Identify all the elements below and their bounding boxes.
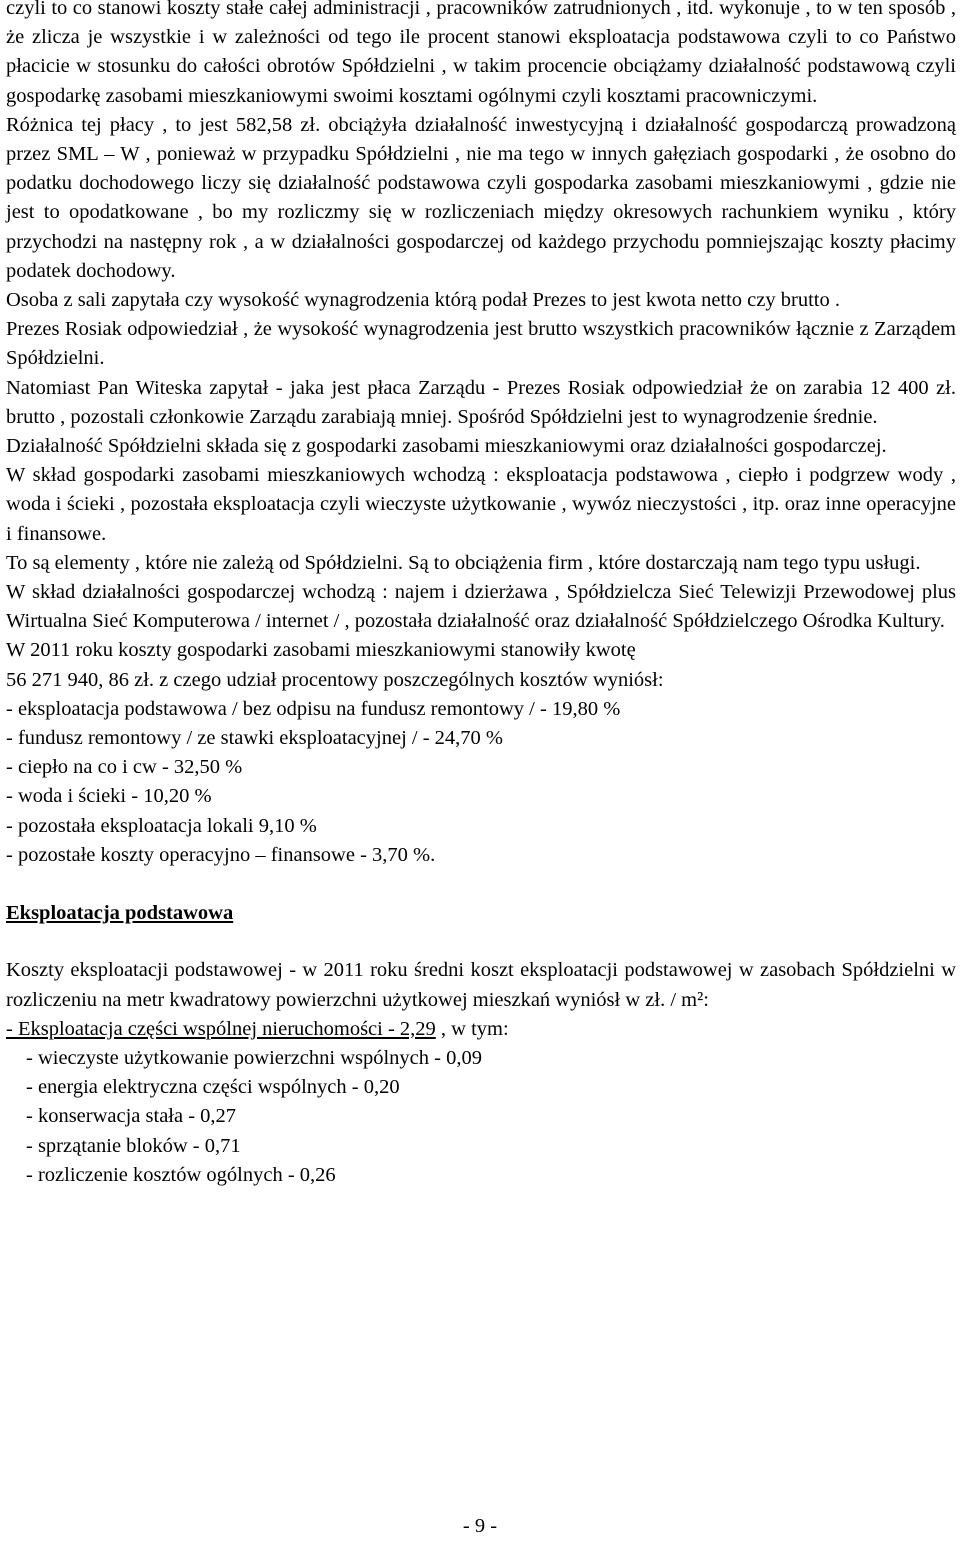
common-part-total: - Eksploatacja części wspólnej nieruchomości - 2,29 xyxy=(6,1017,436,1040)
list-item: - pozostała eksploatacja lokali 9,10 % xyxy=(6,814,317,837)
common-part-items xyxy=(6,1044,956,1190)
page-number: - 9 - xyxy=(462,1515,498,1537)
list-item: - fundusz remontowy / ze stawki eksploatacyjnej / - 24,70 % xyxy=(6,727,503,750)
list-item: - pozostałe koszty operacyjno – finansowe - 3,70 %. xyxy=(6,843,436,866)
paragraph: Różnica tej płacy , to jest 582,58 zł. obciążyła działalność inwestycyjną i działalność gospodarczą prowadzoną przez SML – W , ponieważ w przypadku Spółdzielni , nie ma tego w innych gałęziach gospodarki , że osobno do podatku dochodowego liczy się działalność podstawowa czyli gospodarka zasobami mieszkaniowymi , gdzie nie jest to opodatkowane , bo my rozliczmy się w rozliczeniach między okresowych rachunkiem wyniku , który przychodzi na następny rok , a w działalności gospodarczej od każdego przychodu pomniejszając koszty płacimy podatek dochodowy. xyxy=(6,113,956,282)
list-item: - energia elektryczna części wspólnych - 0,20 xyxy=(26,1076,400,1099)
paragraph: Prezes Rosiak odpowiedział , że wysokość wynagrodzenia jest brutto wszystkich pracowników łącznie z Zarządem Spółdzielni. xyxy=(6,318,956,370)
paragraph: 56 271 940, 86 zł. z czego udział procentowy poszczególnych kosztów wyniósł: xyxy=(6,668,664,691)
paragraph: To są elementy , które nie zależą od Spółdzielni. Są to obciążenia firm , które dostarczają nam tego typu usługi. xyxy=(6,551,921,574)
section-heading: Eksploatacja podstawowa xyxy=(6,902,234,925)
document-body xyxy=(6,0,956,1190)
list-item: - woda i ścieki - 10,20 % xyxy=(6,785,212,808)
paragraph: W 2011 roku koszty gospodarki zasobami mieszkaniowymi stanowiły kwotę xyxy=(6,639,636,662)
paragraph: Osoba z sali zapytała czy wysokość wynagrodzenia którą podał Prezes to jest kwota netto czy brutto . xyxy=(6,289,840,312)
common-part-line xyxy=(6,1015,956,1044)
paragraph: czyli to co stanowi koszty stałe całej administracji , pracowników zatrudnionych , itd. wykonuje , to w ten sposób , że zlicza je wszystkie i w zależności od tego ile procent stanowi eksploatacja podstawowa czyli to co Państwo płacicie w stosunku do całości obrotów Spółdzielni , w takim procencie obciążamy działalność podstawową czyli gospodarkę zasobami mieszkaniowymi swoimi kosztami ogólnymi czyli kosztami pracowniczymi. xyxy=(6,0,956,107)
list-item: - eksploatacja podstawowa / bez odpisu na fundusz remontowy / - 19,80 % xyxy=(6,697,621,720)
list-item: - konserwacja stała - 0,27 xyxy=(26,1105,237,1128)
list-item: - ciepło na co i cw - 32,50 % xyxy=(6,756,243,779)
list-item: - rozliczenie kosztów ogólnych - 0,26 xyxy=(26,1163,336,1186)
cost-share-list xyxy=(6,695,956,870)
paragraph: W skład działalności gospodarczej wchodzą : najem i dzierżawa , Spółdzielcza Sieć Telewizji Przewodowej plus Wirtualna Sieć Komputerowa / internet / , pozostała działalność oraz działalność Spółdzielczego Ośrodka Kultury. xyxy=(6,581,956,633)
paragraph: Natomiast Pan Witeska zapytał - jaka jest płaca Zarządu - Prezes Rosiak odpowiedział że on zarabia 12 400 zł. brutto , pozostali członkowie Zarządu zarabiają mniej. Spośród Spółdzielni jest to wynagrodzenie średnie. xyxy=(6,376,956,428)
common-part-suffix: , w tym: xyxy=(435,1017,509,1040)
paragraph: Działalność Spółdzielni składa się z gospodarki zasobami mieszkaniowymi oraz działalności gospodarczej. xyxy=(6,435,887,458)
paragraph: W skład gospodarki zasobami mieszkaniowych wchodzą : eksploatacja podstawowa , ciepło i podgrzew wody , woda i ścieki , pozostała eksploatacja czyli wieczyste użytkowanie , wywóz nieczystości , itp. oraz inne operacyjne i finansowe. xyxy=(6,464,956,545)
paragraph: Koszty eksploatacji podstawowej - w 2011 roku średni koszt eksploatacji podstawowej w zasobach Spółdzielni w rozliczeniu na metr kwadratowy powierzchni użytkowej mieszkań wyniósł w zł. / m²: xyxy=(6,959,956,1011)
list-item: - wieczyste użytkowanie powierzchni wspólnych - 0,09 xyxy=(26,1046,482,1069)
list-item: - sprzątanie bloków - 0,71 xyxy=(26,1134,241,1157)
